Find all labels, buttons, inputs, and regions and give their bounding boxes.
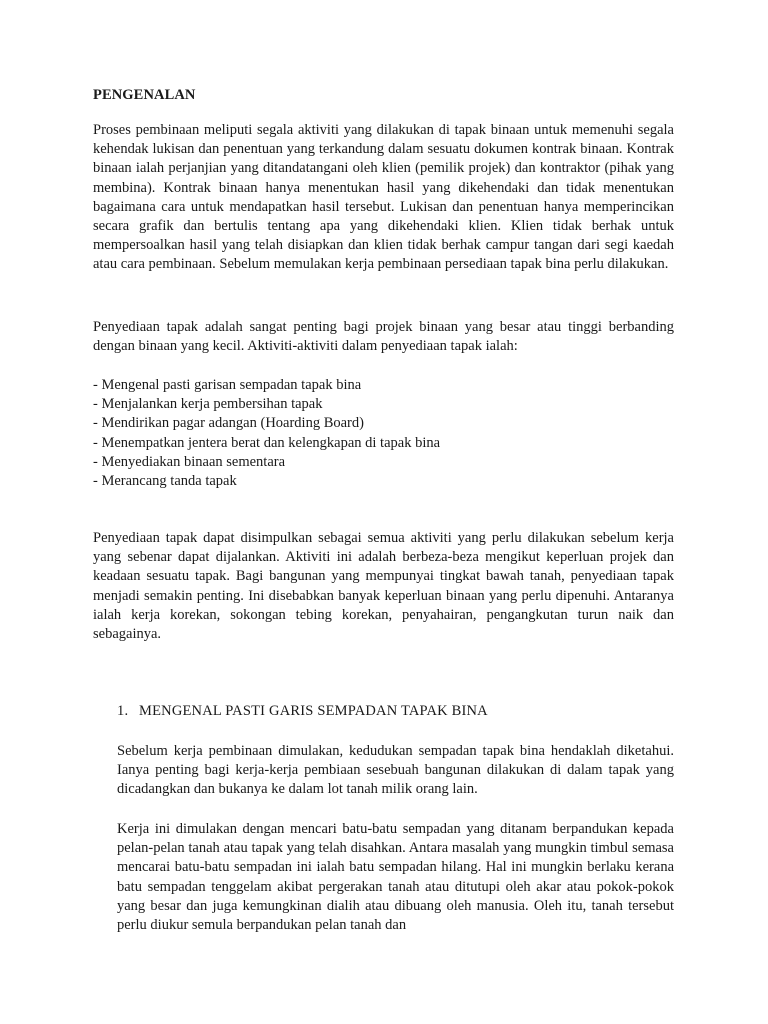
list-item: - Mengenal pasti garisan sempadan tapak bina: [93, 377, 362, 393]
section-heading: [117, 703, 488, 720]
list-item: - Menempatkan jentera berat dan kelengkapan di tapak bina: [93, 434, 441, 451]
intro-paragraph-2: Penyediaan tapak adalah sangat penting bagi projek binaan yang besar atau tinggi berbanding dengan binaan yang kecil. Aktiviti-aktiviti dalam penyediaan tapak ialah:: [93, 319, 674, 355]
section-paragraph-2: Kerja ini dimulakan dengan mencari batu-batu sempadan yang ditanam berpandukan kepada pelan-pelan tanah atau tapak yang telah disahkan. Antara masalah yang mungkin timbul semasa mencarai batu-batu sempadan ini ialah batu sempadan hilang. Hal ini mungkin berlaku kerana batu sempadan tenggelam akibat pergerakan tanah atau ditutupi oleh akar atau pokok-pokok yang besar dan juga kemungkinan dialih atau dibuang oleh manusia. Oleh itu, tanah tersebut perlu diukur semula berpandukan pelan tanah dan: [117, 821, 674, 934]
list-item: - Mendirikan pagar adangan (Hoarding Board): [93, 415, 364, 432]
summary-paragraph: Penyediaan tapak dapat disimpulkan sebagai semua aktiviti yang perlu dilakukan sebelum kerja yang sebenar dapat dijalankan. Aktiviti ini adalah berbeza-beza mengikut keperluan projek dan keadaan sesuatu tapak. Bagi bangunan yang mempunyai tingkat bawah tanah, penyediaan tapak menjadi semakin penting. Ini disebabkan banyak keperluan binaan yang perlu dipenuhi. Antaranya ialah kerja korekan, sokongan tebing korekan, penyahairan, pengangkutan turun naik dan sebagainya.: [93, 530, 674, 643]
activities-list: [93, 376, 440, 491]
document-title: PENGENALAN: [93, 87, 196, 103]
list-item: - Merancang tanda tapak: [93, 473, 237, 490]
list-item: - Menyediakan binaan sementara: [93, 453, 286, 470]
section-title: MENGENAL PASTI GARIS SEMPADAN TAPAK BINA: [139, 703, 488, 719]
section-paragraph-1: Sebelum kerja pembinaan dimulakan, kedudukan sempadan tapak bina hendaklah diketahui. Ianya penting bagi kerja-kerja pembiaan sesebuah bangunan dilakukan di dalam tapak yang dicadangkan dan bukanya ke dalam lot tanah milik orang lain.: [117, 743, 674, 798]
list-item: - Menjalankan kerja pembersihan tapak: [93, 396, 323, 413]
section-number: 1.: [117, 703, 129, 719]
intro-paragraph-1: Proses pembinaan meliputi segala aktiviti yang dilakukan di tapak binaan untuk memenuhi segala kehendak lukisan dan penentuan yang terkandung dalam sesuatu dokumen kontrak binaan. Kontrak binaan ialah perjanjian yang ditandatangani oleh klien (pemilik projek) dan kontraktor (pihak yang membina). Kontrak binaan hanya menentukan hasil yang dikehendaki dan tidak menentukan bagaimana cara untuk mendapatkan hasil tersebut. Lukisan dan penentuan hanya memperincikan secara grafik dan bertulis tentang apa yang dikehendaki klien. Klien tidak berhak untuk mempersoalkan hasil yang telah disiapkan dan klien tidak berhak campur tangan dari segi kaedah atau cara pembinaan. Sebelum memulakan kerja pembinaan persediaan tapak bina perlu dilakukan.: [93, 122, 674, 273]
